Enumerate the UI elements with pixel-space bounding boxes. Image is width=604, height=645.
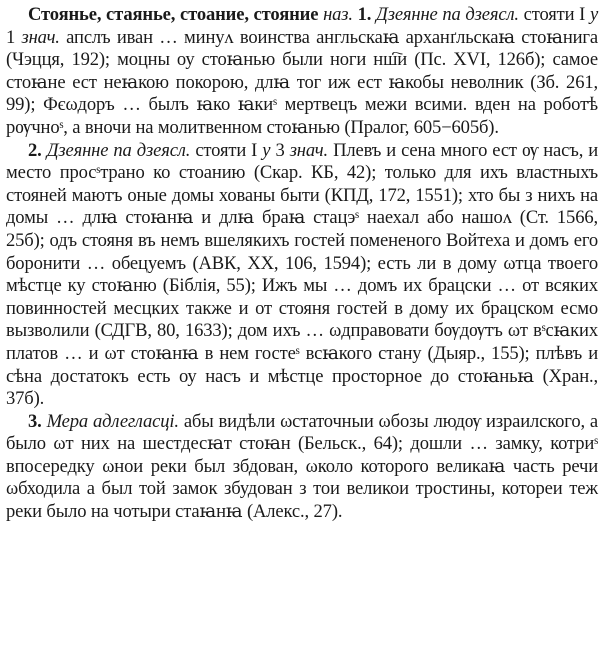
sense-body: апслъ иван … минуʌ воинства англьскаꙗ арханґльскаꙗ стоꙗнига (Чэцця, 192); моцны оу стоꙗнью были ноги нш҇и (Пс. XVI, 126б); самое стоꙗне ест неꙗкою покорою, длꙗ тог иж ест ꙗкобы неволник (Зб. 261, 99); Фєωдоръ … былъ ꙗко ꙗкиˢ мертвецъ межи всими. вден на роботѣ рѹчноˢ, а вночи на молитвенном стоꙗнью (Пралог, 605−605б). [6, 26, 598, 138]
headword: Стоянье, стаянье, стоание, стояние [28, 4, 319, 25]
sense-definition: Дзеянне па дзеясл. [376, 4, 519, 25]
sense-definition: Дзеянне па дзеясл. [46, 139, 191, 161]
cross-reference-preposition: у [262, 139, 271, 161]
part-of-speech: наз. [323, 4, 353, 25]
cross-reference-number: 1 [6, 26, 16, 48]
cross-reference-number: 3 [275, 139, 285, 161]
sense-definition: Мера адлегласці. [46, 410, 179, 432]
entry-sense-2 [6, 140, 598, 411]
sense-body: Плевъ и сена много ест ѹ насъ, и место просˢтрано ко стоанию (Скар. КБ, 42); только для ихъ властныхъ стояней маютъ оные домы хованы быти (КПД, 172, 1551); хто бы з нихъ на домы … длꙗ стоꙗнꙗ и длꙗ браꙗ стацэˢ наехал або нашоʌ (Ст. 1566, 25б); одъ стояня въ немъ вшелякихъ гостей помененого Войтеха и домъ его боронити … обецуемъ (АВК, XX, 106, 1594); есть ли в дому ωтца твоего мѣстце ку стоꙗню (Біблія, 55); Ижъ мы … домъ их брацски … от всяких повинностей месцких также и от стояня гостей в дому их брацском есмо вызволили (СДГВ, 80, 1633); дом ихъ … ωдправовати бѹдѹтъ ωт вˢсꙗких платов … и ωт стоꙗнꙗ в нем гостеˢ всꙗкого стану (Дыяр., 155); плѣвъ и сѣна достатокъ есть оу насъ и мѣстце просторное до стоꙗньꙗ (Хран., 37б). [6, 139, 599, 410]
cross-reference-label: знач. [21, 26, 60, 48]
sense-number: 3. [28, 410, 42, 432]
sense-number: 2. [28, 139, 42, 161]
entry-sense-3 [6, 411, 598, 524]
cross-reference-preposition: у [589, 4, 599, 25]
sense-number: 1. [357, 4, 372, 25]
sense-body: абы видѣли ωстаточныи ωбозы людѹ израилского, а было ωт них на шестдесꙗт стоꙗн (Бельск., 64); дошли … замку, котриˢ впосередку ωнои реки был збдован, ωколо которого великаꙗ часть речи ωбходила а был той замок збудован з тои великои тростины, котореи теж реки было на чотыри стаꙗнꙗ (Алекс., 27). [6, 410, 599, 523]
cross-reference: стояти I [523, 4, 586, 25]
cross-reference-label: знач. [289, 139, 328, 161]
cross-reference: стояти I [195, 139, 258, 161]
entry-sense-1 [6, 4, 598, 140]
